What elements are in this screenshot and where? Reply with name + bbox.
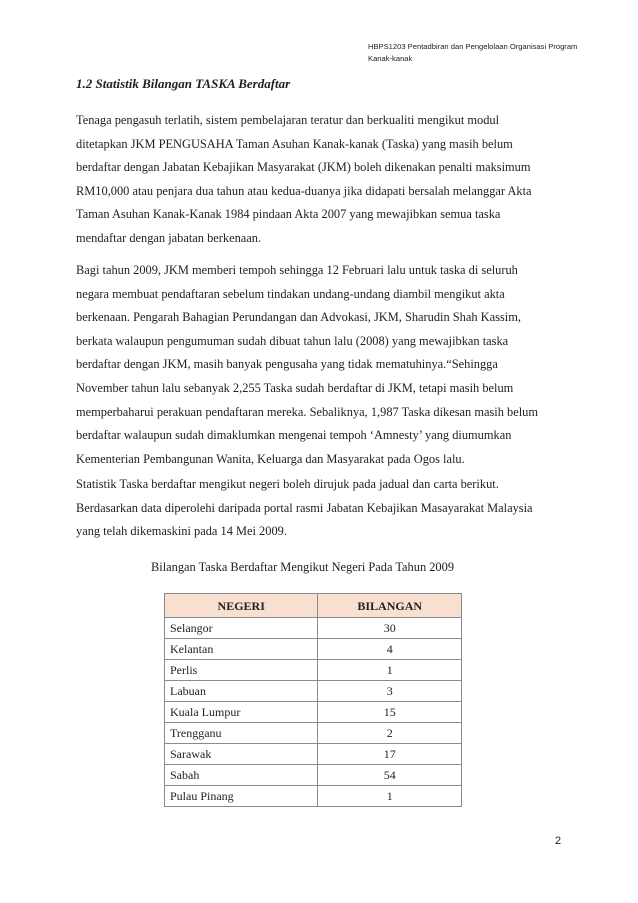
cell-negeri: Kelantan: [165, 639, 318, 660]
paragraph-line: Statistik Taska berdaftar mengikut negeri boleh dirujuk pada jadual dan carta berikut.: [76, 477, 499, 491]
table-row: [165, 765, 462, 786]
cell-bilangan: 1: [318, 660, 462, 681]
table-row: [165, 639, 462, 660]
cell-negeri: Sabah: [165, 765, 318, 786]
paragraph-line: memperbaharui perakuan pendaftaran mereka. Sebaliknya, 1,987 Taska dikesan masih belum: [76, 404, 539, 419]
table-row: [165, 618, 462, 639]
paragraph-line: Tenaga pengasuh terlatih, sistem pembelajaran teratur dan berkualiti mengikut modul: [76, 113, 500, 127]
cell-bilangan: 30: [318, 618, 462, 639]
taska-table: [164, 593, 462, 807]
cell-negeri: Labuan: [165, 681, 318, 702]
page-number: 2: [555, 835, 562, 847]
paragraph-1: [76, 109, 576, 251]
table-row: [165, 744, 462, 765]
paragraph-line: berkata walaupun pengumuman sudah dibuat tahun lalu (2008) yang mewajibkan taska: [76, 333, 509, 348]
section-title: 1.2 Statistik Bilangan TASKA Berdaftar: [76, 76, 291, 91]
paragraph-line: berkenaan. Pengarah Bahagian Perundangan dan Advokasi, JKM, Sharudin Shah Kassim,: [76, 310, 521, 325]
cell-negeri: Perlis: [165, 660, 318, 681]
cell-bilangan: 1: [318, 786, 462, 807]
paragraph-line: mendaftar dengan jabatan berkenaan.: [76, 230, 262, 245]
page-header: [368, 41, 618, 65]
paragraph-line: Kementerian Pembangunan Wanita, Keluarga dan Masyarakat pada Ogos lalu.: [76, 451, 465, 466]
paragraph-line: Bagi tahun 2009, JKM memberi tempoh sehingga 12 Februari lalu untuk taska di seluruh: [76, 263, 518, 277]
cell-bilangan: 54: [318, 765, 462, 786]
column-header-negeri: NEGERI: [165, 594, 318, 618]
table-row: [165, 660, 462, 681]
cell-bilangan: 3: [318, 681, 462, 702]
paragraph-line: Berdasarkan data diperolehi daripada portal rasmi Jabatan Kebajikan Masayarakat Malaysia: [76, 500, 533, 515]
cell-bilangan: 2: [318, 723, 462, 744]
paragraph-2: [76, 259, 576, 471]
paragraph-3: [76, 473, 576, 544]
table-caption: Bilangan Taska Berdaftar Mengikut Negeri Pada Tahun 2009: [151, 560, 455, 574]
table-row: [165, 681, 462, 702]
header-course-line1: HBPS1203 Pentadbiran dan Pengelolaan Organisasi Program: [368, 42, 578, 51]
cell-negeri: Kuala Lumpur: [165, 702, 318, 723]
cell-negeri: Selangor: [165, 618, 318, 639]
cell-negeri: Pulau Pinang: [165, 786, 318, 807]
column-header-bilangan: BILANGAN: [318, 594, 462, 618]
table-body: [165, 618, 462, 807]
paragraph-line: negara membuat pendaftaran sebelum tindakan undang-undang diambil mengikut akta: [76, 286, 505, 301]
paragraph-line: November tahun lalu sebanyak 2,255 Taska sudah berdaftar di JKM, tetapi masih belum: [76, 380, 514, 395]
paragraph-line: yang telah dikemaskini pada 14 Mei 2009.: [76, 524, 287, 539]
cell-bilangan: 15: [318, 702, 462, 723]
paragraph-line: Taman Asuhan Kanak-Kanak 1984 pindaan Akta 2007 yang mewajibkan semua taska: [76, 207, 501, 222]
table-row: [165, 702, 462, 723]
table-row: [165, 786, 462, 807]
cell-negeri: Trengganu: [165, 723, 318, 744]
paragraph-line: ditetapkan JKM PENGUSAHA Taman Asuhan Kanak-kanak (Taska) yang masih belum: [76, 136, 513, 151]
cell-negeri: Sarawak: [165, 744, 318, 765]
paragraph-line: berdaftar dengan Jabatan Kebajikan Masyarakat (JKM) boleh dikenakan penalti maksimum: [76, 160, 531, 175]
table-row: [165, 723, 462, 744]
paragraph-line: berdaftar dengan JKM, masih banyak pengusaha yang tidak mematuhinya.“Sehingga: [76, 357, 498, 372]
cell-bilangan: 17: [318, 744, 462, 765]
table-header-row: [165, 594, 462, 618]
paragraph-line: RM10,000 atau penjara dua tahun atau kedua-duanya jika didapati bersalah melanggar Akta: [76, 183, 532, 198]
paragraph-line: berdaftar walaupun sudah dimaklumkan mengenai tempoh ‘Amnesty’ yang diumumkan: [76, 428, 512, 443]
cell-bilangan: 4: [318, 639, 462, 660]
header-course-line2: Kanak-kanak: [368, 54, 413, 63]
